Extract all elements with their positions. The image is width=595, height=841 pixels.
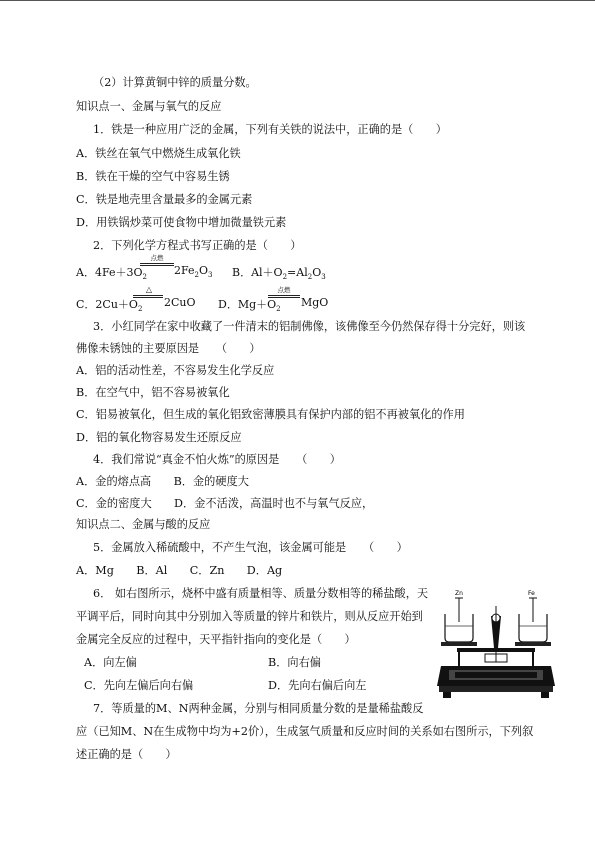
q3-option-c: C．铝易被氧化，但生成的氧化铝致密薄膜具有保护内部的铝不再被氧化的作用: [76, 408, 465, 421]
q2-option-b: B．$Al+O_2=Al_2O_3$: [232, 266, 326, 282]
q1-option-a: A．铁丝在氧气中燃烧生成氧化铁: [76, 147, 241, 160]
q2-c-equals-top: [133, 295, 163, 296]
balance-scale-figure: [435, 586, 560, 711]
q2-a-product: $2Fe_2O_3$: [174, 264, 213, 280]
section-heading-2: 知识点二、金属与酸的反应: [76, 518, 211, 531]
question-7-line-2: 应（已知M、N在生成物中均为+2价），生成氢气质量和反应时间的关系如右图所示，下列叙: [76, 725, 534, 738]
q1-option-b: B．铁在干燥的空气中容易生锈: [76, 170, 230, 183]
question-4: 4．我们常说“真金不怕火炼”的原因是 （ ）: [93, 453, 341, 466]
q2-d-product: MgO: [301, 296, 329, 309]
q6-option-c: C．先向左偏后向右偏: [84, 679, 194, 692]
question-6-line-2: 平调平后，同时向其中分别加入等质量的锌片和铁片，则从反应开始到: [76, 610, 423, 623]
section-heading-1: 知识点一、金属与氧气的反应: [76, 100, 222, 113]
q2-d-equals-top: [268, 295, 300, 296]
page-top-rule: [0, 0, 595, 1]
q1-option-c: C．铁是地壳里含量最多的金属元素: [76, 193, 253, 206]
q2-d-condition: 点燃: [277, 286, 291, 294]
q4-options-ab: A．金的熔点高 B．金的硬度大: [76, 475, 249, 488]
zn-label: Zn: [455, 590, 463, 597]
question-7-line-1: 7．等质量的M、N两种金属，分别与相同质量分数的是量稀盐酸反: [93, 702, 424, 715]
q2-option-a: A．$4Fe+3O_2$: [76, 266, 147, 282]
q2-a-equals-bottom: [140, 265, 174, 266]
q2-d-equals-bottom: [268, 297, 300, 298]
question-3-line-1: 3．小红同学在家中收藏了一件清末的铝制佛像，该佛像至今仍然保存得十分完好，则该: [93, 320, 526, 333]
q2-c-condition: △: [145, 285, 153, 294]
q1-option-d: D．用铁锅炒菜可使食物中增加微量铁元素: [76, 216, 287, 229]
question-1: 1．铁是一种应用广泛的金属，下列有关铁的说法中，正确的是（ ）: [93, 123, 447, 136]
question-7-line-3: 述正确的是（ ）: [76, 748, 177, 761]
q2-a-condition: 点燃: [150, 254, 164, 262]
question-2: 2．下列化学方程式书写正确的是（ ）: [93, 239, 302, 252]
q3-option-d: D．铝的氧化物容易发生还原反应: [76, 431, 242, 444]
question-6-line-3: 金属完全反应的过程中，天平指针指向的变化是（ ）: [76, 633, 356, 646]
q6-option-a: A．向左偏: [84, 656, 137, 669]
q3-option-b: B．在空气中，铝不容易被氧化: [76, 386, 230, 399]
q2-a-equals-top: [140, 263, 174, 264]
q6-option-b: B．向右偏: [268, 656, 321, 669]
q2-c-product: 2CuO: [164, 296, 196, 309]
fe-label: Fe: [528, 590, 535, 597]
q2-option-c: C．$2Cu+O_2$: [76, 298, 143, 314]
q6-option-d: D．先向右偏后向左: [268, 679, 367, 692]
q4-options-cd: C．金的密度大 D．金不活泼，高温时也不与氧气反应，: [76, 497, 374, 510]
q5-options: A．Mg B．Al C．Zn D．Ag: [76, 564, 283, 577]
question-6-line-1: 6． 如右图所示，烧杯中盛有质量相等、质量分数相等的稀盐酸，天: [93, 587, 429, 600]
q3-option-a: A．铝的活动性差，不容易发生化学反应: [76, 364, 275, 377]
q2-option-d: D．$Mg+O_2$: [218, 298, 281, 314]
question-5: 5．金属放入稀硫酸中，不产生气泡，该金属可能是 （ ）: [93, 541, 408, 554]
question-part-2: （2）计算黄铜中锌的质量分数。: [93, 76, 257, 89]
question-3-line-2: 佛像未锈蚀的主要原因是 （ ）: [76, 342, 261, 355]
q2-c-equals-bottom: [133, 297, 163, 298]
